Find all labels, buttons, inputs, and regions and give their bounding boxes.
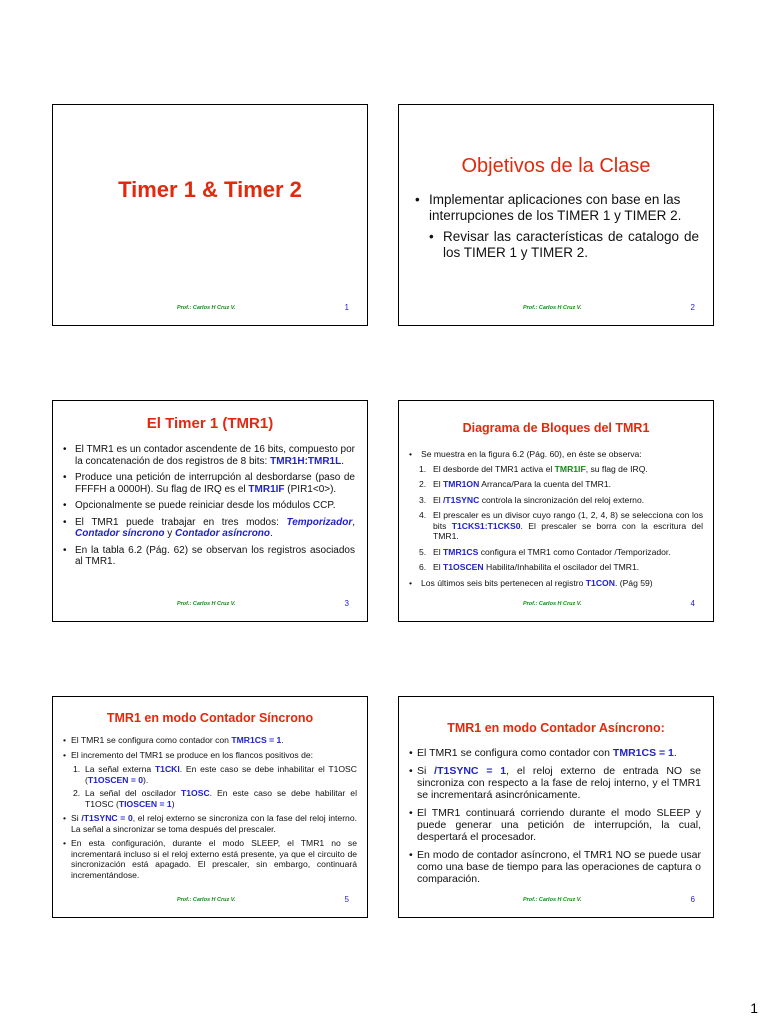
bullet-icon: • <box>63 544 67 556</box>
bullet-icon: • <box>63 735 67 745</box>
slide-4 <box>398 400 714 622</box>
list-item: • Produce una petición de interrupción al desbordarse (paso de FFFFH a 0000H). Su flag de IRQ es el TMR1IF (PIR1<0>). <box>63 472 355 495</box>
numbered-list <box>73 764 357 809</box>
list-item: • Si /T1SYNC = 1, el reloj externo de entrada NO se sincroniza con respecto a la fase de reloj interno, y el TMR1 se incrementará asincrónicamente. <box>409 765 701 801</box>
slide-footer <box>53 305 367 315</box>
slide-number: 6 <box>690 895 695 904</box>
slide-number: 2 <box>690 303 695 312</box>
list-item: 6. El T1OSCEN Habilita/Inhabilita el oscilador del TMR1. <box>419 562 640 572</box>
slide-number: 5 <box>344 895 349 904</box>
outro-text: • Los últimos seis bits pertenecen al registro T1CON. (Pág 59) <box>409 577 653 588</box>
slide-number: 3 <box>344 599 349 608</box>
bullet-list <box>415 192 699 261</box>
author-label: Prof.: Carlos H Cruz V. <box>177 305 236 311</box>
bullet-icon: • <box>63 444 67 455</box>
slide-footer <box>53 601 367 611</box>
list-item: • Opcionalmente se puede reiniciar desde los módulos CCP. <box>63 500 336 511</box>
author-label: Prof.: Carlos H Cruz V. <box>177 897 236 903</box>
author-label: Prof.: Carlos H Cruz V. <box>523 601 582 607</box>
list-item: • El TMR1 se configura como contador con TMR1CS = 1. <box>409 747 677 759</box>
bullet-icon: • <box>63 500 67 511</box>
slide-5 <box>52 696 368 918</box>
list-item: 1. La señal externa T1CKI. En este caso se debe inhabilitar el T1OSC (T1OSCEN = 0). <box>73 764 357 785</box>
list-item: 2. El TMR1ON Arranca/Para la cuenta del TMR1. <box>419 479 612 489</box>
bullet-icon: • <box>63 838 67 848</box>
list-item: • Si /T1SYNC = 0, el reloj externo se sincroniza con la fase del reloj interno. La señal a sincronizar se toma después del prescaler. <box>63 813 357 834</box>
slide-2 <box>398 104 714 326</box>
list-item: • En esta configuración, durante el modo SLEEP, el TMR1 no se incrementará incluso si el reloj externo está presente, ya que el circuito de sincronización está apagado. El prescaler, sin embargo, continuará incrementándose. <box>63 838 357 880</box>
slide-6 <box>398 696 714 918</box>
slide-title: Timer 1 & Timer 2 <box>118 177 302 202</box>
list-item: 1. El desborde del TMR1 activa el TMR1IF, su flag de IRQ. <box>419 463 648 474</box>
slide-footer <box>399 601 713 611</box>
slide-number: 1 <box>344 303 349 312</box>
slide-1 <box>52 104 368 326</box>
bullet-icon: • <box>409 849 413 861</box>
list-item: 2. La señal del oscilador T1OSC. En este caso se debe habilitar el T1OSC (TIOSCEN = 1) <box>73 788 357 809</box>
slide-number: 4 <box>690 599 695 608</box>
list-item: • El TMR1 es un contador ascendente de 16 bits, compuesto por la concatenación de dos registros de 8 bits: TMR1H:TMR1L. <box>63 444 355 467</box>
list-item: • El TMR1 continuará corriendo durante el modo SLEEP y puede generar una petición de interrupción, la cual, despertará el procesador. <box>409 807 701 843</box>
list-item: • Implementar aplicaciones con base en las interrupciones de los TIMER 1 y TIMER 2. <box>415 192 682 223</box>
bullet-icon: • <box>409 747 413 759</box>
list-item: • El TMR1 se configura como contador con TMR1CS = 1. <box>63 735 284 745</box>
list-item: 3. El /T1SYNC controla la sincronización del reloj externo. <box>419 494 645 505</box>
slide-footer <box>53 897 367 907</box>
list-item: • Revisar las características de catalogo de los TIMER 1 y TIMER 2. <box>429 229 699 260</box>
author-label: Prof.: Carlos H Cruz V. <box>523 897 582 903</box>
numbered-list <box>419 464 703 573</box>
bullet-list <box>409 747 701 885</box>
page-number: 1 <box>750 1000 758 1016</box>
list-item: • En modo de contador asíncrono, el TMR1 NO se puede usar como una base de tiempo para las operaciones de captura o comparación. <box>409 849 701 885</box>
bullet-icon: • <box>429 229 434 244</box>
list-item: • El incremento del TMR1 se produce en los flancos positivos de: <box>63 749 314 760</box>
slide-footer <box>399 305 713 315</box>
list-item: 5. El TMR1CS configura el TMR1 como Contador /Temporizador. <box>419 546 671 557</box>
slide-3 <box>52 400 368 622</box>
bullet-icon: • <box>409 807 413 819</box>
list-item: 4. El prescaler es un divisor cuyo rango (1, 2, 4, 8) se selecciona con los bits T1CKS1:T1CKS0. El prescaler se borra con la escritura del TMR1. <box>419 510 703 541</box>
bullet-list <box>63 735 357 760</box>
bullet-icon: • <box>63 813 67 823</box>
author-label: Prof.: Carlos H Cruz V. <box>177 601 236 607</box>
bullet-icon: • <box>63 472 67 483</box>
slide-title: TMR1 en modo Contador Asíncrono: <box>447 721 665 735</box>
slide-title: TMR1 en modo Contador Síncrono <box>106 711 314 725</box>
bullet-list <box>63 444 355 568</box>
bullet-icon: • <box>415 192 420 207</box>
bullet-icon: • <box>63 749 67 760</box>
slide-title: Diagrama de Bloques del TMR1 <box>462 421 650 435</box>
bullet-icon: • <box>409 577 413 588</box>
slide-footer <box>399 897 713 907</box>
list-item: • El TMR1 puede trabajar en tres modos: Temporizador, Contador síncrono y Contador asíncrono. <box>63 516 355 539</box>
slide-title: El Timer 1 (TMR1) <box>146 415 274 432</box>
list-item: • En la tabla 6.2 (Pág. 62) se observan los registros asociados al TMR1. <box>63 544 355 567</box>
intro-text: • Se muestra en la figura 6.2 (Pág. 60), en éste se observa: <box>409 449 642 459</box>
bullet-icon: • <box>409 765 413 777</box>
author-label: Prof.: Carlos H Cruz V. <box>523 305 582 311</box>
bullet-icon: • <box>409 449 413 459</box>
slide-title: Objetivos de la Clase <box>461 155 651 177</box>
bullet-icon: • <box>63 516 67 528</box>
